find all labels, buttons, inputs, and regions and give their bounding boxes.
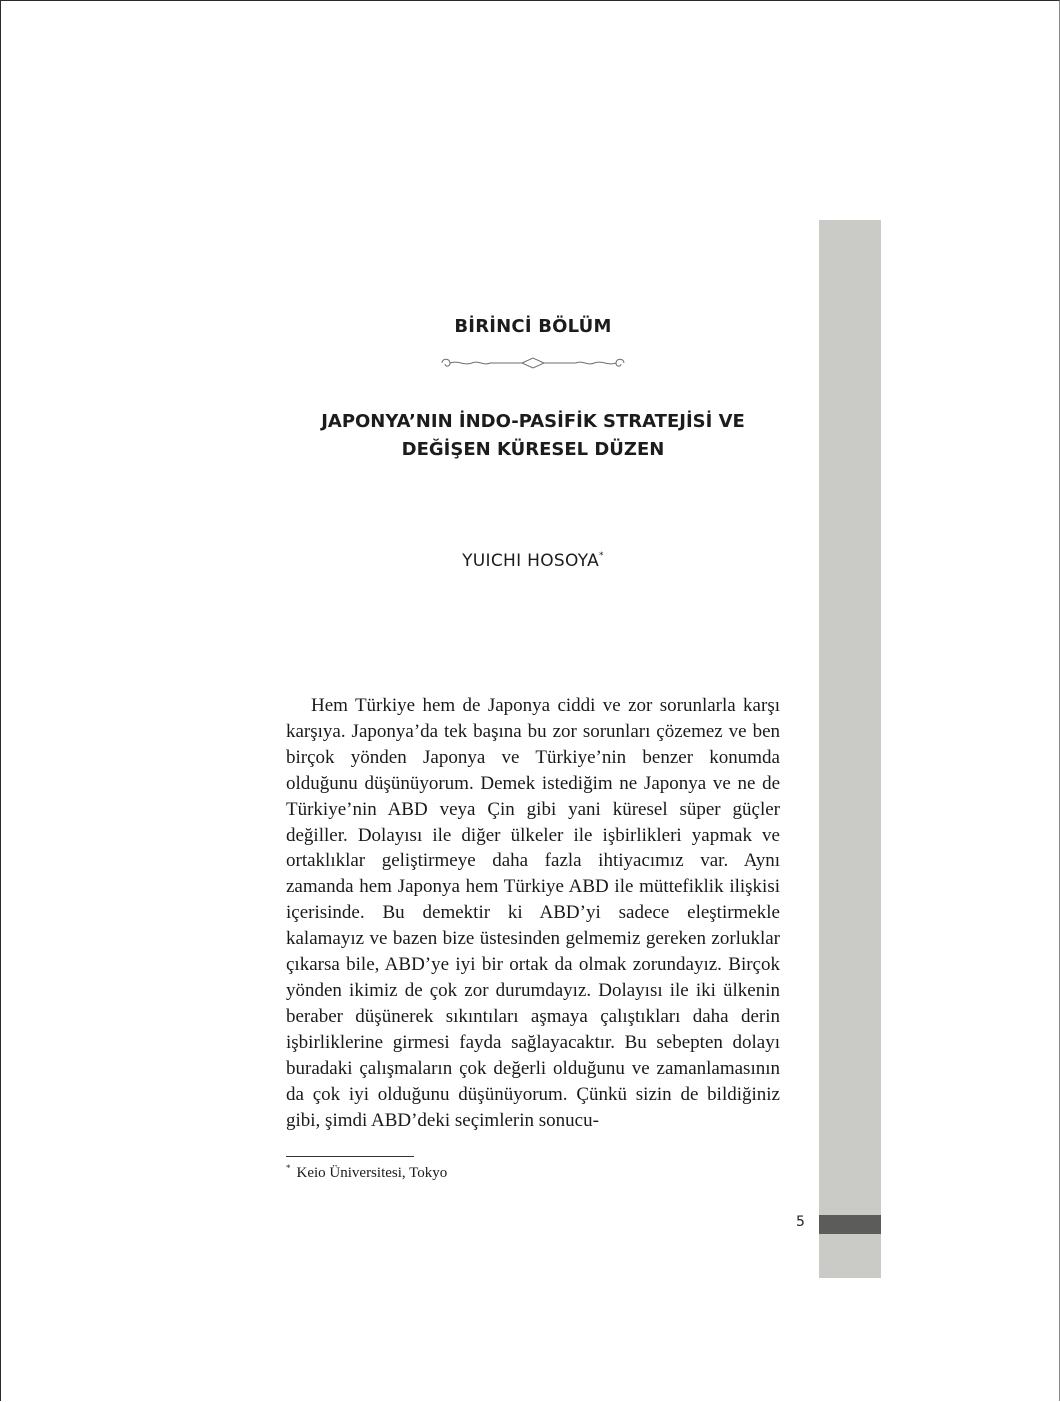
chapter-title-line-1: JAPONYA’NIN İNDO-PASİFİK STRATEJİSİ VE [321,411,745,432]
footnote-rule [286,1156,414,1157]
page-number: 5 [796,1214,805,1230]
author-name-text: YUICHI HOSOYA [462,551,600,571]
author-footnote-mark: * [599,551,604,561]
side-margin-band [819,220,881,1278]
chapter-title [0,408,1060,464]
body-paragraph: Hem Türkiye hem de Japonya ciddi ve zor sorunlarla karşı karşıya. Japonya’da tek başına bu zor sorunları çözemez ve ben birçok yönden Japonya ve Türkiye’nin benzer konumda olduğunu düşünüyorum. Demek istediğim ne Japonya ve ne de Türkiye’nin ABD veya Çin gibi yani küresel süper güçler değiller. Dolayısı ile diğer ülkeler ile işbirlikleri yapmak ve ortaklıklar geliştirmeye daha fazla ihtiyacımız var. Aynı zamanda hem Japonya hem Türkiye ABD ile müttefiklik ilişkisi içerisinde. Bu demektir ki ABD’yi sadece eleştirmekle kalamayız ve bazen bize üstesinden gelmemiz gereken zorluklar çıkarsa bile, ABD’ye iyi bir ortak da olmak zorundayız. Birçok yönden ikimiz de çok zor durumdayız. Dolayısı ile iki ülkenin beraber düşünerek sıkıntıları aşmaya çalıştıkları daha derin işbirliklerine girmesi fayda sağlayacaktır. Bu sebepten dolayı buradaki çalışmaların çok değerli olduğunu ve zamanlamasının da çok iyi olduğunu düşünüyorum. Çünkü sizin de bildiğiniz gibi, şimdi ABD’deki seçimlerin sonucu- [286,695,780,1131]
footnote-text: Keio Üniversitesi, Tokyo [296,1165,448,1181]
author-name [0,551,1060,571]
footnote [286,1163,447,1182]
chapter-label: BİRİNCİ BÖLÜM [454,316,612,337]
chapter-title-line-2: DEĞİŞEN KÜRESEL DÜZEN [401,439,665,460]
footnote-mark: * [286,1163,291,1173]
page-number-tab [819,1215,881,1234]
ornamental-divider-icon [438,354,628,372]
